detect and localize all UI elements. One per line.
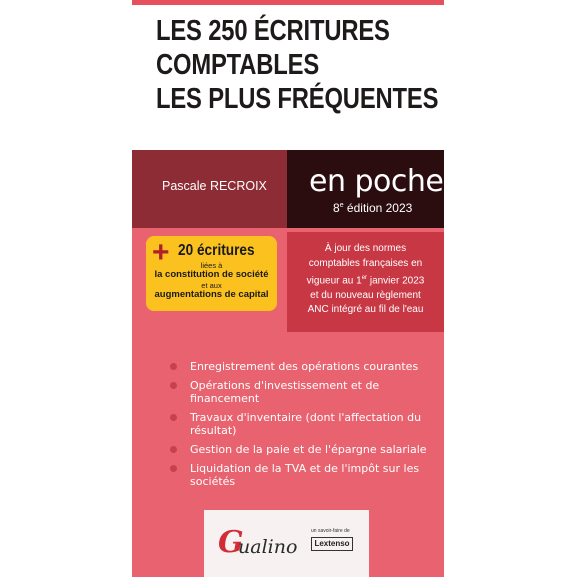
plus-icon: + [152,236,170,269]
author-name: Pascale RECROIX [162,179,267,193]
group-logo: Lextenso [311,537,353,551]
list-item [170,411,444,437]
bullet-icon [170,446,177,453]
author-band [132,150,287,228]
update-note-box [287,232,444,332]
list-item-text: Liquidation de la TVA et de l'impôt sur les sociétés [190,462,420,488]
publisher-logo-area [204,510,369,577]
bullet-icon [170,382,177,389]
title-line-1: LES 250 ÉCRITURES [156,15,390,47]
note-line-3-post: janvier 2023 [367,275,425,287]
promo-headline: 20 écritures [178,242,255,259]
list-item [170,443,444,456]
publisher-logo-initial: G [218,525,244,560]
top-color-band [132,0,444,5]
book-title [156,14,439,116]
note-line-4: et du nouveau règlement [310,289,421,301]
list-item-text: Opérations d'investissement et de financement [190,379,380,405]
list-item-text: Gestion de la paie et de l'épargne salariale [190,443,427,456]
list-item-text: Enregistrement des opérations courantes [190,360,419,373]
edition-label [333,201,412,215]
note-line-3-sup: er [361,275,368,281]
title-line-2: COMPTABLES [156,49,320,81]
feature-list [170,360,444,494]
list-item-text: Travaux d'inventaire (dont l'affectation du résultat) [190,411,422,437]
promo-line-4: augmentations de capital [154,289,269,300]
note-line-5: ANC intégré au fil de l'eau [307,304,424,316]
list-item [170,379,444,405]
edition-text: édition 2023 [343,201,413,215]
promo-line-2: la constitution de société [154,269,269,280]
note-line-3-pre: vigueur au 1 [306,275,362,287]
publisher-tagline: un savoir-faire de [311,528,350,534]
list-item [170,462,444,488]
list-item [170,360,444,373]
series-title: en poche [309,164,444,199]
promo-line-1: liées à [200,261,223,270]
note-line-3 [291,271,440,289]
title-line-3: LES PLUS FRÉQUENTES [156,83,439,115]
edition-number: 8 [333,201,340,215]
bullet-icon [170,414,177,421]
note-line-2: comptables françaises en [308,257,423,269]
bullet-icon [170,465,177,472]
promo-badge [146,236,277,311]
note-line-1: À jour des normes [324,243,407,254]
update-note [291,242,440,318]
edition-sup: e [339,202,344,209]
book-cover [132,0,444,577]
publisher-logo-text: ualino [238,536,298,558]
promo-line-3: et aux [201,281,222,290]
series-band [287,150,444,228]
bullet-icon [170,363,177,370]
